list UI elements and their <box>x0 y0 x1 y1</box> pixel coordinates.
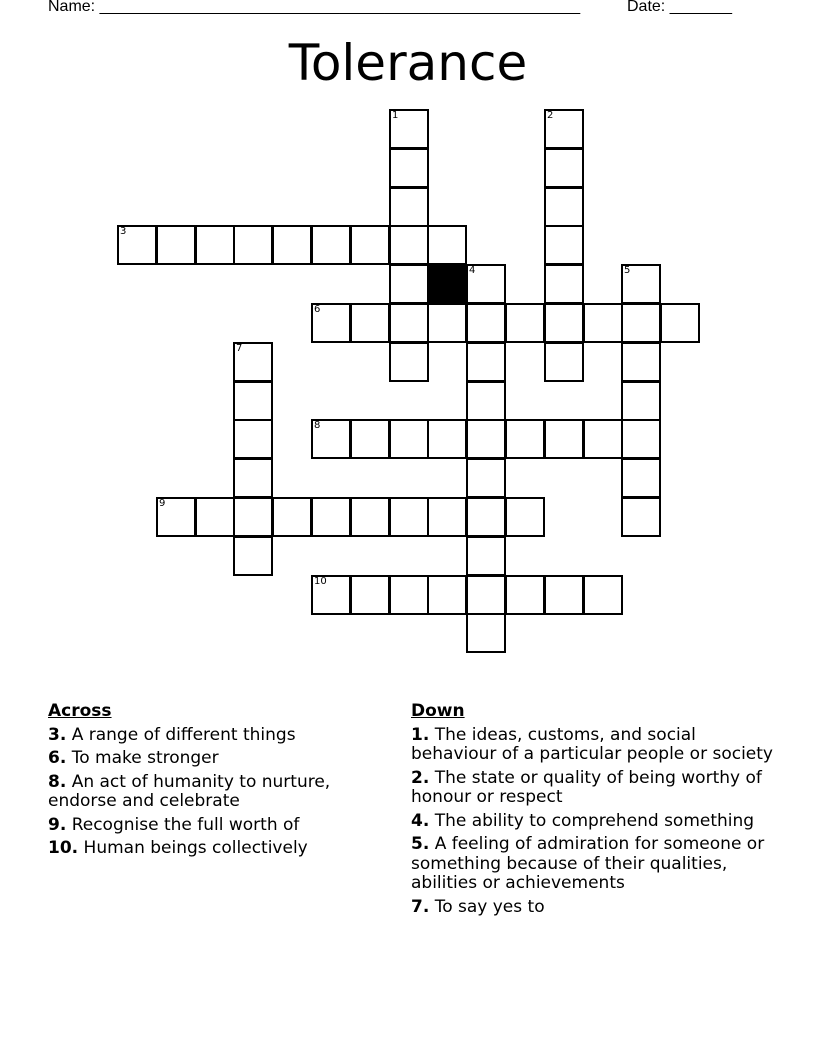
grid-cell[interactable] <box>389 303 429 343</box>
grid-cell[interactable] <box>583 303 623 343</box>
grid-cell[interactable] <box>311 575 351 615</box>
grid-cell[interactable] <box>311 225 351 265</box>
grid-cell[interactable] <box>350 225 390 265</box>
grid-cell[interactable] <box>311 303 351 343</box>
clue-number: 7 <box>236 343 243 354</box>
grid-cell[interactable] <box>233 536 273 576</box>
grid-cell[interactable] <box>505 575 545 615</box>
across-clue <box>48 839 378 859</box>
clue-number: 1. <box>411 724 430 745</box>
grid-cell[interactable] <box>544 419 584 459</box>
grid-cell[interactable] <box>544 109 584 149</box>
clue-text: To say yes to <box>434 896 545 917</box>
grid-cell[interactable] <box>621 419 661 459</box>
across-clue <box>48 749 378 769</box>
clue-number: 10 <box>314 576 327 587</box>
grid-cell[interactable] <box>466 613 506 653</box>
clue-number: 3. <box>48 724 67 745</box>
grid-cell[interactable] <box>466 575 506 615</box>
clue-number: 10. <box>48 838 79 858</box>
clue-number: 9. <box>48 814 67 835</box>
grid-cell[interactable] <box>427 303 467 343</box>
across-clue-list <box>48 726 378 859</box>
down-clue-list <box>411 726 781 918</box>
across-clue <box>48 816 378 836</box>
grid-cell[interactable] <box>544 148 584 188</box>
grid-cell[interactable] <box>389 575 429 615</box>
clue-number: 4. <box>411 810 430 831</box>
clue-number: 4 <box>469 265 476 276</box>
clue-text: The ideas, customs, and social behaviour of a particular people or society <box>411 724 773 764</box>
across-clues <box>48 702 378 863</box>
grid-cell[interactable] <box>233 381 273 421</box>
grid-cell[interactable] <box>427 497 467 537</box>
grid-cell[interactable] <box>389 419 429 459</box>
grid-cell[interactable] <box>466 381 506 421</box>
grid-cell[interactable] <box>389 342 429 382</box>
down-clue <box>411 898 781 918</box>
grid-cell[interactable] <box>350 303 390 343</box>
grid-cell[interactable] <box>505 497 545 537</box>
grid-cell[interactable] <box>505 303 545 343</box>
across-clue <box>48 773 378 812</box>
black-cell <box>427 264 467 304</box>
clue-text: To make stronger <box>71 748 219 768</box>
grid-cell[interactable] <box>233 497 273 537</box>
grid-cell[interactable] <box>544 225 584 265</box>
grid-cell[interactable] <box>466 536 506 576</box>
clue-number: 9 <box>159 498 166 509</box>
clue-number: 3 <box>120 226 127 237</box>
grid-cell[interactable] <box>544 187 584 227</box>
date-field-label: Date: _______ <box>627 0 732 15</box>
grid-cell[interactable] <box>466 303 506 343</box>
grid-cell[interactable] <box>350 497 390 537</box>
grid-cell[interactable] <box>117 225 157 265</box>
grid-cell[interactable] <box>621 303 661 343</box>
grid-cell[interactable] <box>544 303 584 343</box>
grid-cell[interactable] <box>466 497 506 537</box>
clue-text: Human beings collectively <box>83 838 308 858</box>
clue-number: 6 <box>314 304 321 315</box>
clue-text: The ability to comprehend something <box>434 810 755 831</box>
down-clue <box>411 812 781 832</box>
grid-cell[interactable] <box>427 225 467 265</box>
clue-number: 6. <box>48 748 67 768</box>
grid-cell[interactable] <box>350 419 390 459</box>
grid-cell[interactable] <box>350 575 390 615</box>
grid-cell[interactable] <box>195 225 235 265</box>
grid-cell[interactable] <box>621 497 661 537</box>
grid-cell[interactable] <box>389 497 429 537</box>
grid-cell[interactable] <box>505 419 545 459</box>
grid-cell[interactable] <box>156 497 196 537</box>
grid-cell[interactable] <box>621 264 661 304</box>
across-clue <box>48 726 378 746</box>
grid-cell[interactable] <box>389 264 429 304</box>
grid-cell[interactable] <box>466 458 506 498</box>
grid-cell[interactable] <box>466 264 506 304</box>
clue-number: 5. <box>411 834 430 854</box>
page-title: Tolerance <box>288 34 528 92</box>
across-heading: Across <box>48 701 112 721</box>
grid-cell[interactable] <box>389 109 429 149</box>
clue-text: Recognise the full worth of <box>71 814 300 835</box>
grid-cell[interactable] <box>544 575 584 615</box>
grid-cell[interactable] <box>427 419 467 459</box>
clue-number: 5 <box>624 265 631 276</box>
grid-cell[interactable] <box>621 342 661 382</box>
grid-cell[interactable] <box>583 575 623 615</box>
clue-number: 7. <box>411 896 430 917</box>
down-heading: Down <box>411 701 465 721</box>
grid-cell[interactable] <box>233 419 273 459</box>
clue-number: 1 <box>392 110 399 121</box>
clue-number: 2 <box>547 110 554 121</box>
down-clue <box>411 769 781 808</box>
grid-cell[interactable] <box>583 419 623 459</box>
clue-number: 2. <box>411 767 430 788</box>
grid-cell[interactable] <box>233 225 273 265</box>
grid-cell[interactable] <box>660 303 700 343</box>
grid-cell[interactable] <box>233 342 273 382</box>
grid-cell[interactable] <box>466 419 506 459</box>
grid-cell[interactable] <box>272 497 312 537</box>
down-clue <box>411 835 781 894</box>
grid-cell[interactable] <box>156 225 196 265</box>
grid-cell[interactable] <box>233 458 273 498</box>
grid-cell[interactable] <box>389 148 429 188</box>
grid-cell[interactable] <box>427 575 467 615</box>
grid-cell[interactable] <box>389 225 429 265</box>
clue-text: The state or quality of being worthy of honour or respect <box>411 767 762 807</box>
grid-cell[interactable] <box>195 497 235 537</box>
grid-cell[interactable] <box>311 419 351 459</box>
grid-cell[interactable] <box>621 458 661 498</box>
clue-number: 8. <box>48 771 67 792</box>
clue-text: A range of different things <box>71 724 296 745</box>
grid-cell[interactable] <box>544 264 584 304</box>
grid-cell[interactable] <box>621 381 661 421</box>
clue-text: A feeling of admiration for someone or something because of their qualities, abilities or achievements <box>411 834 765 893</box>
down-clues <box>411 702 781 921</box>
grid-cell[interactable] <box>544 342 584 382</box>
grid-cell[interactable] <box>389 187 429 227</box>
down-clue <box>411 726 781 765</box>
grid-cell[interactable] <box>311 497 351 537</box>
clue-text: An act of humanity to nurture, endorse and celebrate <box>48 771 331 811</box>
clue-number: 8 <box>314 420 321 431</box>
grid-cell[interactable] <box>466 342 506 382</box>
name-field-label: Name: ______________________________________________________ <box>48 0 581 15</box>
grid-cell[interactable] <box>272 225 312 265</box>
